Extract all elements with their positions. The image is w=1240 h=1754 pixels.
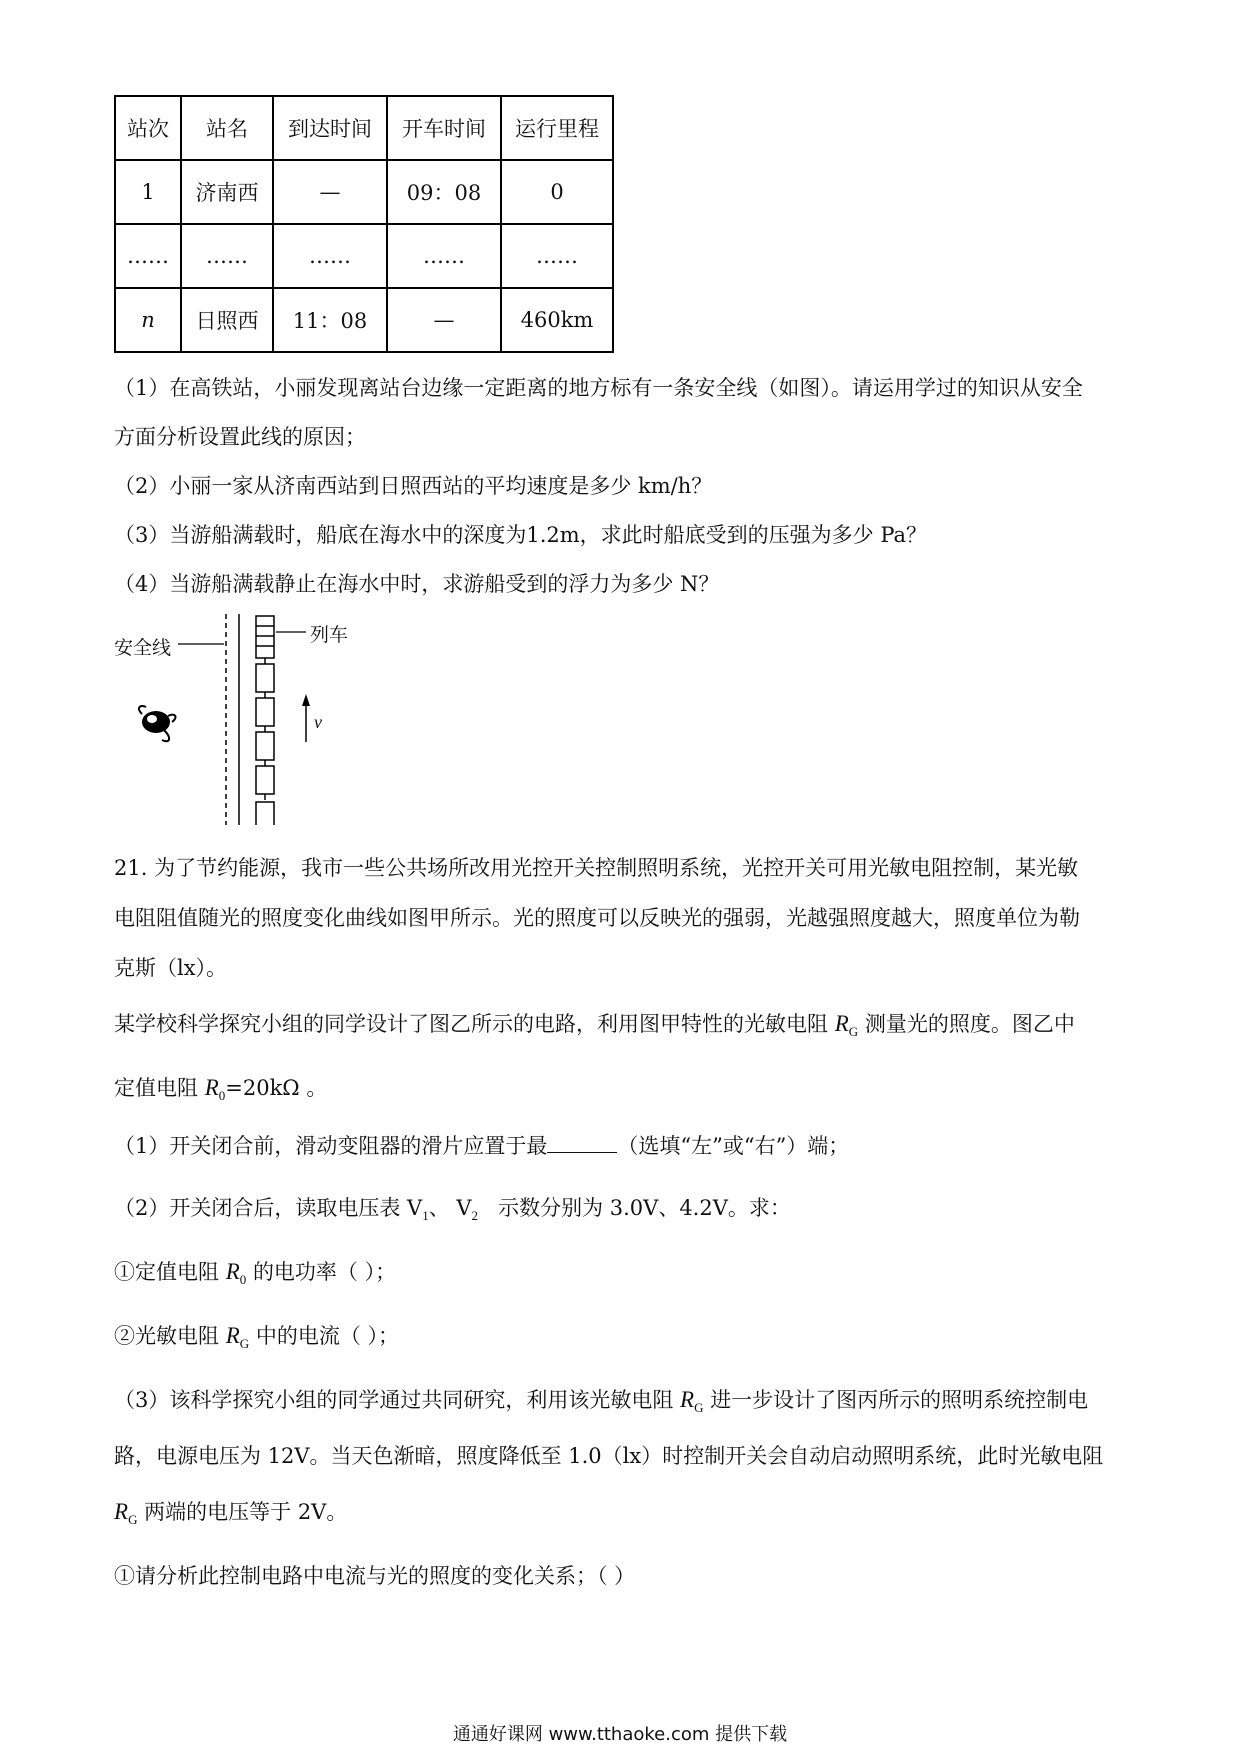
table-row (115, 160, 613, 224)
text-segment: 、 V (428, 1196, 472, 1220)
question-2: （2）小丽一家从济南西站到日照西站的平均速度是多少 km/h？ (114, 474, 713, 498)
table-cell: …… (273, 224, 387, 288)
sub-question-2a (114, 1256, 396, 1288)
sub-question-3-line-2: 路，电源电压为 12V。当天色渐暗，照度降低至 1.0（lx）时控制开关会自动启动照明系统，此时光敏电阻 (114, 1444, 1104, 1468)
text-segment: 定值电阻 (114, 1076, 198, 1100)
problem-21-line-1: 21. 为了节约能源，我市一些公共场所改用光控开关控制照明系统，光控开关可用光敏电阻控制，某光敏 (114, 856, 1079, 880)
question-1-line-2: 方面分析设置此线的原因； (114, 425, 366, 449)
text-segment: 某学校科学探究小组的同学设计了图乙所示的电路，利用图甲特性的光敏电阻 (114, 1012, 828, 1036)
safety-line-label: 安全线 (114, 637, 172, 659)
table-header-cell: 运行里程 (501, 96, 613, 160)
table-cell: …… (115, 224, 181, 288)
page-footer: 通通好课网 www.tthaoke.com 提供下载 (452, 1724, 788, 1745)
table-cell: …… (181, 224, 273, 288)
subscript-g: G (128, 1512, 138, 1528)
subscript-0: 0 (218, 1088, 226, 1104)
sub-question-3-line-3 (114, 1496, 347, 1528)
safety-line-figure (112, 612, 372, 827)
table-cell: — (387, 288, 501, 352)
table-row (115, 288, 613, 352)
sub-question-2 (114, 1192, 791, 1224)
table-header-row (115, 96, 613, 160)
text-segment: 测量光的照度。图乙中 (864, 1012, 1075, 1036)
sub-question-3-line-1 (114, 1384, 1088, 1416)
velocity-arrow-icon (302, 694, 310, 742)
table-cell: 460km (501, 288, 613, 352)
text-segment: 两端的电压等于 2V。 (144, 1500, 348, 1524)
sub-question-1 (114, 1130, 849, 1160)
problem-21-line-5 (114, 1072, 327, 1104)
table-row (115, 224, 613, 288)
subscript-g: G (848, 1024, 859, 1040)
table-cell: …… (387, 224, 501, 288)
text-segment: 的电功率（ ）； (252, 1260, 397, 1284)
subscript-0: 0 (239, 1272, 247, 1288)
question-3: （3）当游船满载时，船底在海水中的深度为1.2m，求此时船底受到的压强为多少 Pa？ (114, 523, 928, 547)
text-segment: （1）开关闭合前，滑动变阻器的滑片应置于最 (114, 1134, 548, 1158)
symbol-r: R (114, 1499, 129, 1524)
symbol-r: R (204, 1075, 219, 1100)
problem-21-line-4 (114, 1008, 1075, 1040)
table-header-cell: 开车时间 (387, 96, 501, 160)
symbol-r: R (225, 1323, 240, 1348)
timetable (114, 95, 614, 353)
table-cell: 11：08 (273, 288, 387, 352)
subscript-g: G (694, 1400, 704, 1416)
table-cell: …… (501, 224, 613, 288)
symbol-r: R (225, 1259, 240, 1284)
question-4: （4）当游船满载静止在海水中时，求游船受到的浮力为多少 N？ (114, 572, 720, 596)
problem-21-line-2: 电阻阻值随光的照度变化曲线如图甲所示。光的照度可以反映光的强弱，光越强照度越大，照度单位为勒 (114, 906, 1080, 930)
table-header-cell: 站次 (115, 96, 181, 160)
text-segment: （3）该科学探究小组的同学通过共同研究，利用该光敏电阻 (114, 1388, 674, 1412)
subscript-g: G (239, 1336, 250, 1352)
text-segment: 示数分别为 3.0V、4.2V。求： (498, 1196, 791, 1220)
text-segment: 中的电流（ ）； (255, 1324, 400, 1348)
text-segment: （选填“左”或“右”）端； (617, 1134, 850, 1158)
table-cell: 09：08 (387, 160, 501, 224)
question-1-line-1: （1）在高铁站，小丽发现离站台边缘一定距离的地方标有一条安全线（如图）。请运用学过的知识从安全 (114, 376, 1083, 400)
sub-question-2b (114, 1320, 399, 1352)
train-label: 列车 (310, 624, 349, 646)
table-cell: 日照西 (181, 288, 273, 352)
velocity-label: v (314, 712, 322, 732)
table-cell: 1 (115, 160, 181, 224)
table-header-cell: 到达时间 (273, 96, 387, 160)
symbol-r: R (680, 1387, 695, 1412)
table-cell: 济南西 (181, 160, 273, 224)
subscript-1: 1 (422, 1208, 429, 1224)
text-segment: （2）开关闭合后，读取电压表 V (114, 1196, 423, 1220)
problem-21-line-3: 克斯（lx）。 (114, 956, 228, 980)
text-segment: =20kΩ 。 (225, 1076, 328, 1100)
symbol-r: R (834, 1011, 849, 1036)
text-segment: ①定值电阻 (114, 1260, 219, 1284)
table-cell: n (115, 288, 181, 352)
sub-question-3a: ①请分析此控制电路中电流与光的照度的变化关系；（ ） (114, 1564, 636, 1588)
table-header-cell: 站名 (181, 96, 273, 160)
table-cell: — (273, 160, 387, 224)
text-segment: 进一步设计了图丙所示的照明系统控制电 (710, 1388, 1089, 1412)
text-segment: ②光敏电阻 (114, 1324, 219, 1348)
table-cell: 0 (501, 160, 613, 224)
train-shape (256, 616, 274, 825)
subscript-2: 2 (471, 1208, 479, 1224)
person-icon (139, 706, 175, 741)
answer-blank (547, 1134, 617, 1153)
